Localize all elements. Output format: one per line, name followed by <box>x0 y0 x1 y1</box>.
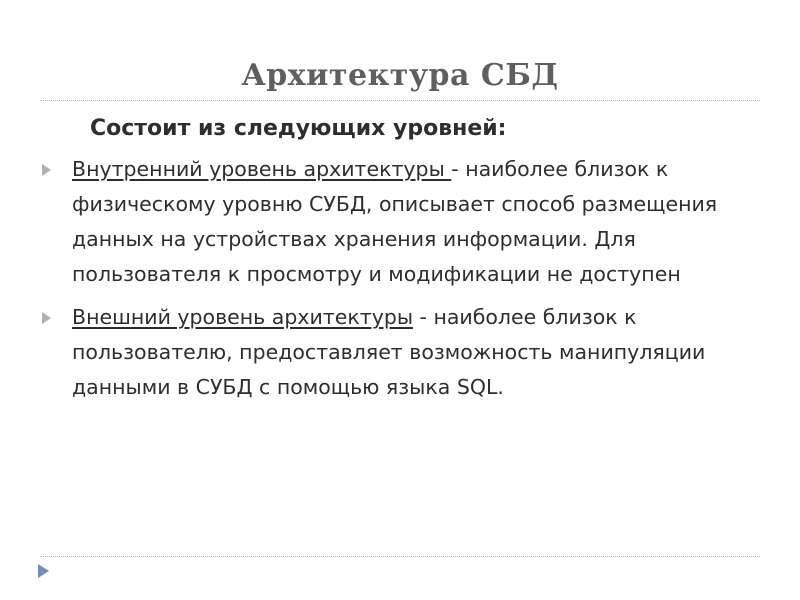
bullet-item-internal-level <box>72 152 772 292</box>
title-divider <box>40 100 760 101</box>
triangle-bullet-icon <box>42 312 51 324</box>
slide-title: Архитектура СБД <box>241 58 559 93</box>
bullet-list <box>72 152 772 413</box>
slide-subtitle: Состоит из следующих уровней: <box>90 116 507 141</box>
bullet-term: Внешний уровень архитектуры <box>72 305 414 329</box>
bullet-term: Внутренний уровень архитектуры <box>72 157 452 181</box>
next-slide-arrow-icon[interactable] <box>38 564 49 578</box>
bullet-text: - наиболее близок к пользователю, предоставляет возможность манипуляции данными в СУБД с помощью языка SQL. <box>72 305 706 399</box>
bullet-item-external-level <box>72 300 772 405</box>
bullet-text: - наиболее близок к физическому уровню СУБД, описывает способ размещения данных на устройствах хранения информации. Для пользователя к просмотру и модификации не доступен <box>72 157 718 286</box>
triangle-bullet-icon <box>42 164 51 176</box>
footer-divider <box>40 556 760 557</box>
